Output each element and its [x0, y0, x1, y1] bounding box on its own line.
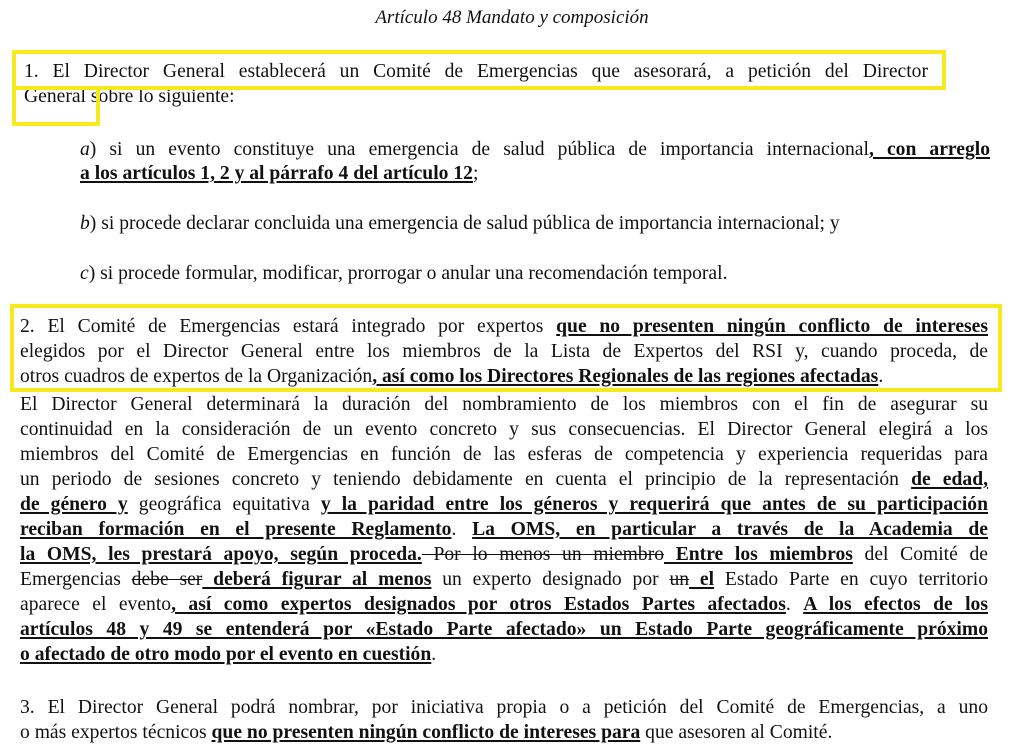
paragraph-2-line-4: El Director General determinará la duración del nombramiento de los miembros con el fin de asegurar su: [20, 394, 988, 415]
paragraph-2-line-5: continuidad en la consideración de un evento concreto y sus consecuencias. El Director General elegirá a los: [20, 419, 988, 440]
item-c: c) si procede formular, modificar, prorrogar o anular una recomendación temporal.: [80, 263, 728, 284]
paragraph-2-line-8: de género y geográfica equitativa y la paridad entre los géneros y requerirá que antes de su participación: [20, 494, 988, 515]
paragraph-3-line-2: o más expertos técnicos que no presenten ningún conflicto de intereses para que asesoren al Comité.: [20, 722, 833, 743]
item-a-line-1: a) si un evento constituye una emergencia de salud pública de importancia internacional, con arreglo: [80, 139, 990, 160]
paragraph-3-line-1: 3. El Director General podrá nombrar, por iniciativa propia o a petición del Comité de Emergencias, a uno: [20, 697, 988, 718]
paragraph-2-line-14: o afectado de otro modo por el evento en cuestión.: [20, 644, 437, 665]
paragraph-2-line-2: elegidos por el Director General entre los miembros de la Lista de Expertos del RSI y, cuando proceda, de: [20, 341, 988, 362]
paragraph-2-line-10: la OMS, les prestará apoyo, según proceda. Por lo menos un miembro Entre los miembros del Comité de: [20, 544, 988, 565]
paragraph-2-line-12: aparece el evento, así como expertos designados por otros Estados Partes afectados. A los efectos de los: [20, 594, 988, 615]
paragraph-2-line-11: Emergencias debe ser deberá figurar al menos un experto designado por un el Estado Parte en cuyo territorio: [20, 569, 989, 590]
paragraph-2-line-1: 2. El Comité de Emergencias estará integrado por expertos que no presenten ningún conflicto de intereses: [20, 316, 988, 337]
item-b: b) si procede declarar concluida una emergencia de salud pública de importancia internacional; y: [80, 213, 840, 234]
paragraph-2-line-6: miembros del Comité de Emergencias en función de las esferas de competencia y experiencia requeridas para: [20, 444, 988, 465]
paragraph-1-line-2: General sobre lo siguiente:: [24, 86, 235, 107]
item-a-line-2: a los artículos 1, 2 y al párrafo 4 del artículo 12;: [80, 163, 479, 184]
paragraph-1-line-1: 1. El Director General establecerá un Comité de Emergencias que asesorará, a petición del Director: [24, 61, 928, 82]
article-title: Artículo 48 Mandato y composición: [375, 7, 649, 28]
paragraph-2-line-9: reciban formación en el presente Reglamento. La OMS, en particular a través de la Academia de: [20, 519, 989, 540]
paragraph-2-line-13: artículos 48 y 49 se entenderá por «Estado Parte afectado» un Estado Parte geográficamente próximo: [20, 619, 988, 640]
paragraph-2-line-3: otros cuadros de expertos de la Organización, así como los Directores Regionales de las regiones afectadas.: [20, 366, 884, 387]
paragraph-2-line-7: un periodo de sesiones concreto y teniendo debidamente en cuenta el principio de la representación de edad,: [20, 469, 988, 490]
